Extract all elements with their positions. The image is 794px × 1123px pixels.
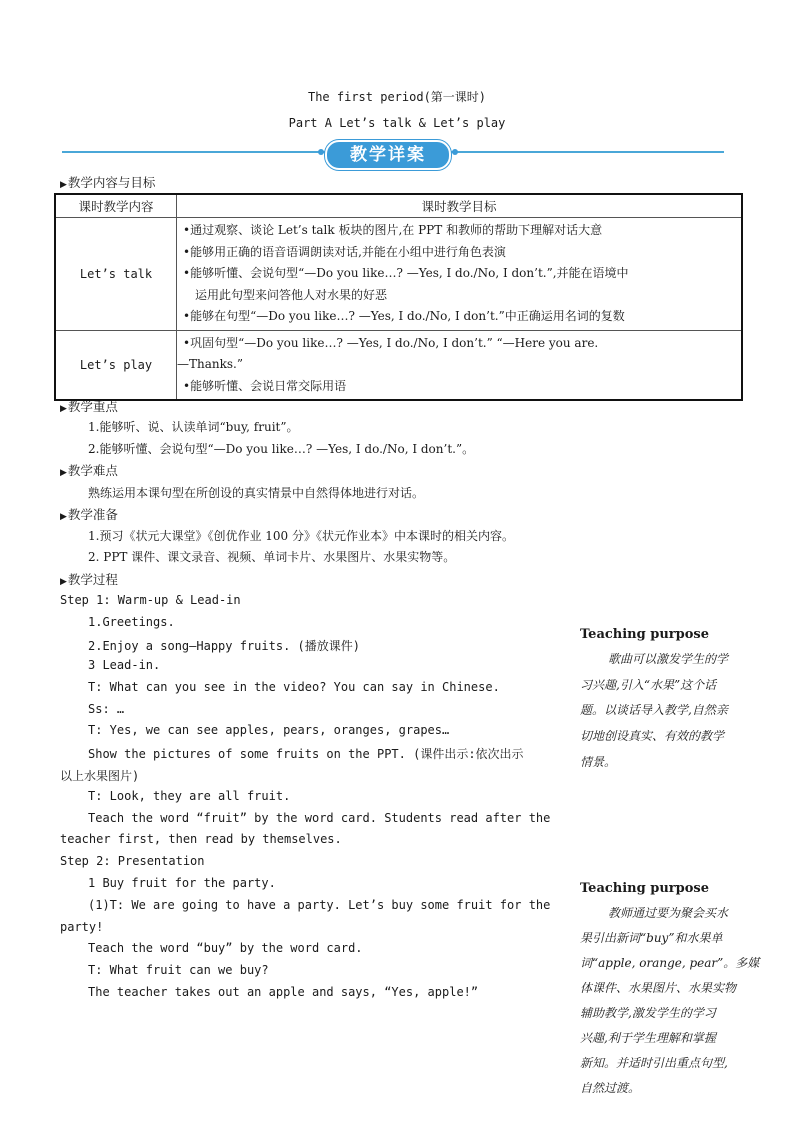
teaching-purpose-line: 果引出新词“buy”和水果单 xyxy=(580,931,723,945)
lesson-cell: Let’s play xyxy=(55,330,177,400)
table-row xyxy=(55,218,742,331)
teaching-purpose-line: 体课件、水果图片、水果实物 xyxy=(580,981,737,995)
step-2-heading: Step 2: Presentation xyxy=(60,854,205,868)
triangle-bullet-icon: ▶ xyxy=(60,468,67,478)
goal-line: •能够在句型“—Do you like…? —Yes, I do./No, I don’t.”中正确运用名词的复数 xyxy=(183,309,625,323)
teaching-purpose-line: 歌曲可以激发学生的学 xyxy=(608,652,729,666)
table-header-lesson: 课时教学内容 xyxy=(55,194,177,218)
table-header-goal: 课时教学目标 xyxy=(177,194,743,218)
goal-line: •能够听懂、会说日常交际用语 xyxy=(183,378,347,393)
teaching-purpose-line: 题。以谈话导入教学,自然亲 xyxy=(580,703,728,717)
process-line: Teach the word “buy” by the word card. xyxy=(88,941,363,955)
table-header-row xyxy=(55,194,742,218)
teaching-purpose-line: 辅助教学,激发学生的学习 xyxy=(580,1006,716,1020)
process-line: T: Yes, we can see apples, pears, oranges, grapes… xyxy=(88,723,450,737)
process-line: 3 Lead-in. xyxy=(88,658,161,672)
process-heading: ▶教学过程 xyxy=(60,572,118,587)
teaching-purpose-title: Teaching purpose xyxy=(580,881,709,896)
process-line: Teach the word “fruit” by the word card. Students read after the xyxy=(88,811,551,825)
key-point-item: 1.能够听、说、认读单词“buy, fruit”。 xyxy=(88,420,299,434)
teaching-purpose-line: 切地创设真实、有效的教学 xyxy=(580,729,725,743)
teaching-purpose-title: Teaching purpose xyxy=(580,627,709,642)
preparation-heading: ▶教学准备 xyxy=(60,507,118,522)
page-subtitle: Part A Let’s talk & Let’s play xyxy=(288,116,506,130)
banner-dot-right xyxy=(452,149,458,155)
triangle-bullet-icon: ▶ xyxy=(60,404,67,414)
key-point-item: 2.能够听懂、会说句型“—Do you like…? —Yes, I do./No, I don’t.”。 xyxy=(88,442,475,456)
process-line: (1)T: We are going to have a party. Let’s buy some fruit for the xyxy=(88,898,551,912)
key-points-heading: ▶教学重点 xyxy=(60,399,118,414)
process-line: party! xyxy=(60,920,104,934)
teaching-purpose-line: 教师通过要为聚会买水 xyxy=(608,906,729,920)
process-line: T: What fruit can we buy? xyxy=(88,963,269,977)
goal-line: •能够听懂、会说句型“—Do you like…? —Yes, I do./No, I don’t.”,并能在语境中 xyxy=(183,266,629,280)
difficulties-text: 熟练运用本课句型在所创设的真实情景中自然得体地进行对话。 xyxy=(88,486,425,500)
process-line: 1 Buy fruit for the party. xyxy=(88,876,276,890)
banner-dot-left xyxy=(318,149,324,155)
goal-line: •巩固句型“—Do you like…? —Yes, I do./No, I don’t.” “—Here you are. xyxy=(183,335,599,350)
process-line: Ss: … xyxy=(88,702,125,716)
process-line: 1.Greetings. xyxy=(88,615,175,629)
goal-line: 运用此句型来问答他人对水果的好恶 xyxy=(195,287,388,302)
teaching-purpose-line: 新知。并适时引出重点句型, xyxy=(580,1056,728,1070)
goal-line: •能够用正确的语音语调朗读对话,并能在小组中进行角色表演 xyxy=(183,244,506,259)
preparation-item: 2. PPT 课件、课文录音、视频、单词卡片、水果图片、水果实物等。 xyxy=(88,550,456,564)
teaching-purpose-line: 习兴趣,引入“水果”这个话 xyxy=(580,678,717,692)
section-banner: 教学详案 xyxy=(325,140,451,170)
triangle-bullet-icon: ▶ xyxy=(60,577,67,587)
teaching-purpose-line: 自然过渡。 xyxy=(580,1081,641,1095)
goal-line: —Thanks.” xyxy=(177,357,243,371)
triangle-bullet-icon: ▶ xyxy=(60,512,67,522)
process-line: Show the pictures of some fruits on the PPT. (课件出示:依次出示 xyxy=(88,747,524,761)
teaching-purpose-line: 情景。 xyxy=(580,755,617,769)
teaching-purpose-line: 兴趣,利于学生理解和掌握 xyxy=(580,1031,716,1045)
teaching-purpose-line: 词“apple, orange, pear”。多媒 xyxy=(580,956,760,970)
page-title: The first period(第一课时) xyxy=(307,90,487,104)
process-line: T: Look, they are all fruit. xyxy=(88,789,291,803)
triangle-bullet-icon: ▶ xyxy=(60,180,67,190)
goal-cell xyxy=(177,218,743,331)
process-line: 2.Enjoy a song—Happy fruits. (播放课件) xyxy=(88,639,360,653)
process-line: 以上水果图片) xyxy=(60,769,140,783)
goals-heading: ▶教学内容与目标 xyxy=(60,175,156,190)
lesson-cell: Let’s talk xyxy=(55,218,177,331)
goal-cell xyxy=(177,330,743,400)
process-line: T: What can you see in the video? You can say in Chinese. xyxy=(88,680,500,694)
goal-line: •通过观察、谈论 Let’s talk 板块的图片,在 PPT 和教师的帮助下理解对话大意 xyxy=(183,223,603,237)
difficulties-heading: ▶教学难点 xyxy=(60,463,118,478)
preparation-item: 1.预习《状元大课堂》《创优作业 100 分》《状元作业本》中本课时的相关内容。 xyxy=(88,529,514,543)
step-1-heading: Step 1: Warm-up & Lead-in xyxy=(60,593,241,607)
table-row xyxy=(55,330,742,400)
process-line: teacher first, then read by themselves. xyxy=(60,832,342,846)
goals-table xyxy=(54,193,743,401)
process-line: The teacher takes out an apple and says, “Yes, apple!” xyxy=(88,985,479,999)
